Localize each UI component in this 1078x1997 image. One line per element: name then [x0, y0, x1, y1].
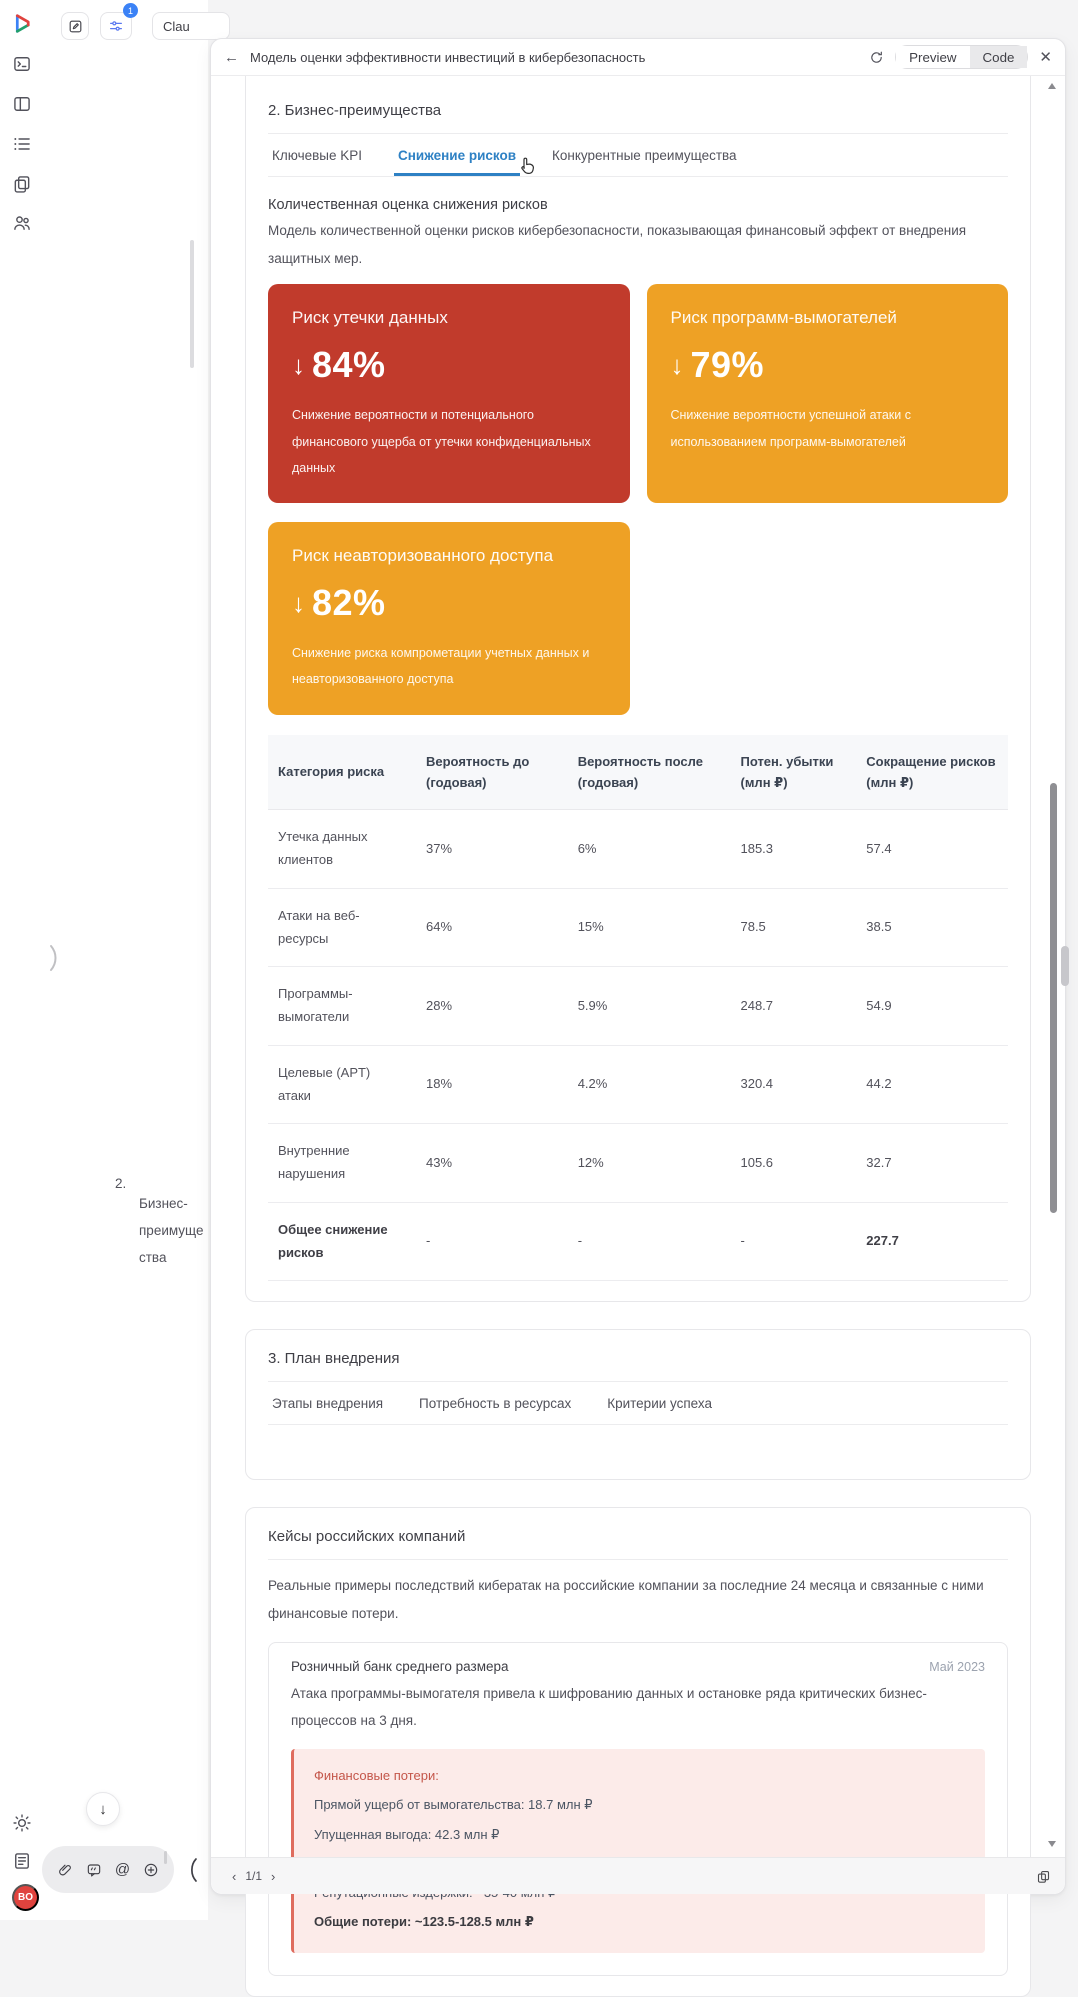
pencil-icon	[68, 19, 83, 34]
case-summary: Атака программы-вымогателя привела к шифрованию данных и остановке ряда критических бизнес-процессов на 3 дня.	[291, 1685, 927, 1729]
table-cell: 248.7	[730, 967, 856, 1046]
table-row	[268, 1045, 1008, 1124]
chat-panel	[0, 0, 208, 1920]
artifact-scroll-up-arrow[interactable]	[1048, 83, 1056, 89]
board-icon[interactable]	[11, 93, 33, 115]
losses-total: Общие потери: ~123.5-128.5 млн ₽	[314, 1914, 534, 1930]
risk-subheading: Количественная оценка снижения рисков	[268, 197, 548, 213]
close-button[interactable]: ✕	[1039, 49, 1052, 66]
risk-table-header: Категория риска Вероятность до (годовая) Вероятность после (годовая) Потен. убытки (млн ₽) Сокращение рисков (млн ₽)	[268, 735, 1008, 810]
down-arrow-icon: ↓	[670, 349, 684, 380]
tab-implementation-stages[interactable]: Этапы внедрения	[272, 1396, 384, 1412]
copy-button[interactable]	[1036, 1869, 1051, 1884]
list-icon[interactable]	[11, 133, 33, 155]
table-cell: 38.5	[856, 888, 1008, 967]
table-row	[268, 967, 1008, 1046]
cases-description: Реальные примеры последствий кибератак на российские компании за последние 24 месяца и связанные с ними финансовые потери.	[268, 1578, 984, 1622]
code-tab[interactable]: Code	[970, 46, 1028, 68]
sliders-icon	[108, 18, 124, 34]
copy-icon	[1036, 1869, 1051, 1884]
prev-page-button[interactable]: ‹	[225, 1869, 243, 1884]
down-arrow-icon: ↓	[292, 587, 305, 618]
table-cell: 78.5	[730, 888, 856, 967]
people-icon[interactable]	[11, 212, 33, 234]
tab-competitive-advantages[interactable]: Конкурентные преимущества	[552, 148, 737, 163]
pill-mini-scrollbar	[164, 1851, 167, 1864]
section-business-heading: 2. Бизнес-преимущества	[268, 102, 1008, 134]
table-cell: 227.7	[856, 1202, 1008, 1281]
artifact-footer	[211, 1857, 1065, 1894]
table-row	[268, 1202, 1008, 1281]
mention-icon[interactable]: @	[114, 1861, 131, 1878]
table-cell: 4.2%	[568, 1045, 731, 1124]
library-icon[interactable]	[11, 173, 33, 195]
section-plan	[245, 1329, 1031, 1480]
case-date: Май 2023	[929, 1659, 985, 1674]
financial-losses-box	[291, 1749, 985, 1953]
page-indicator: 1/1	[245, 1869, 263, 1883]
table-cell: -	[568, 1202, 731, 1281]
risk-card-ransomware: Риск программ-вымогателей ↓ 79% Снижение вероятности успешной атаки с использованием программ-вымогателей	[647, 284, 1009, 503]
artifact-title: Модель оценки эффективности инвестиций в кибербезопасность	[250, 49, 646, 65]
risk-card-unauthorized-access: Риск неавторизованного доступа ↓ 82% Снижение риска компрометации учетных данных и неавторизованного доступа	[268, 522, 630, 715]
table-cell: 12%	[568, 1124, 731, 1203]
panel-resize-handle[interactable]	[48, 944, 60, 977]
case-card	[268, 1642, 1008, 1976]
chat-scrollbar-thumb[interactable]	[190, 240, 194, 368]
new-chat-button[interactable]	[61, 12, 89, 40]
model-selector-button[interactable]	[152, 12, 230, 40]
risk-table	[268, 735, 1008, 1282]
chat-list-number: 2.	[115, 1176, 127, 1191]
table-cell: 28%	[416, 967, 568, 1046]
artifact-scrollbar-thumb[interactable]	[1050, 783, 1057, 1213]
risk-cards-grid	[268, 284, 1008, 714]
table-cell: Внутренние нарушения	[268, 1124, 416, 1203]
table-cell: Целевые (APT) атаки	[268, 1045, 416, 1124]
app-logo-icon	[10, 11, 35, 36]
preview-tab[interactable]: Preview	[896, 46, 969, 68]
theme-toggle-icon[interactable]	[11, 1812, 33, 1834]
table-row	[268, 888, 1008, 967]
artifact-header	[211, 39, 1065, 76]
table-cell: 32.7	[856, 1124, 1008, 1203]
business-tabs	[268, 134, 1008, 177]
table-cell: 105.6	[730, 1124, 856, 1203]
add-plugin-icon[interactable]	[143, 1862, 159, 1878]
case-company: Розничный банк среднего размера	[291, 1658, 509, 1674]
artifact-window	[210, 38, 1066, 1930]
table-cell: 320.4	[730, 1045, 856, 1124]
section-plan-heading: 3. План внедрения	[268, 1350, 1008, 1382]
model-selector-label: Clau	[163, 18, 190, 34]
table-cell: 5.9%	[568, 967, 731, 1046]
section-cases	[245, 1507, 1031, 1996]
table-cell: Общее снижение рисков	[268, 1202, 416, 1281]
tab-resource-needs[interactable]: Потребность в ресурсах	[419, 1396, 572, 1412]
quote-message-icon[interactable]	[86, 1862, 102, 1878]
table-cell: 54.9	[856, 967, 1008, 1046]
down-arrow-icon: ↓	[292, 349, 305, 380]
notification-badge: 1	[123, 3, 138, 18]
table-cell: Атаки на веб-ресурсы	[268, 888, 416, 967]
table-cell: Утечка данных клиентов	[268, 810, 416, 889]
down-arrow-icon: ↓	[99, 1800, 107, 1818]
table-row	[268, 1124, 1008, 1203]
tab-risk-reduction[interactable]: Снижение рисков	[394, 134, 520, 176]
section-cases-heading: Кейсы российских компаний	[268, 1528, 1008, 1560]
loss-line: Прямой ущерб от вымогательства: 18.7 млн ₽	[314, 1797, 593, 1813]
section-business	[245, 76, 1031, 1302]
table-cell: 6%	[568, 810, 731, 889]
chat-list-item: Бизнес-преимущества	[139, 1196, 204, 1265]
losses-title: Финансовые потери:	[314, 1768, 439, 1784]
plan-tabs	[268, 1382, 1008, 1425]
chat-history-icon[interactable]	[11, 53, 33, 75]
back-button[interactable]: ←	[224, 48, 239, 66]
user-avatar[interactable]: BO	[12, 1884, 39, 1911]
table-cell: 18%	[416, 1045, 568, 1124]
app-logo[interactable]	[9, 10, 36, 37]
page-scrollbar-thumb[interactable]	[1061, 946, 1069, 986]
tab-success-criteria[interactable]: Критерии успеха	[607, 1396, 713, 1412]
next-page-button[interactable]: ›	[264, 1869, 282, 1884]
table-row	[268, 810, 1008, 889]
table-cell: 44.2	[856, 1045, 1008, 1124]
refresh-button[interactable]	[869, 50, 884, 65]
loss-line: Упущенная выгода: 42.3 млн ₽	[314, 1826, 500, 1842]
table-cell: -	[730, 1202, 856, 1281]
table-cell: 64%	[416, 888, 568, 967]
table-cell: 43%	[416, 1124, 568, 1203]
scroll-to-bottom-button[interactable]	[86, 1792, 120, 1826]
table-cell: 185.3	[730, 810, 856, 889]
table-cell: 57.4	[856, 810, 1008, 889]
risk-card-data-leak: Риск утечки данных ↓ 84% Снижение вероятности и потенциального финансового ущерба от утечки конфиденциальных данных	[268, 284, 630, 503]
attach-icon[interactable]	[57, 1862, 73, 1878]
table-cell: Программы-вымогатели	[268, 967, 416, 1046]
microphone-icon[interactable]	[186, 1856, 200, 1889]
table-cell: 15%	[568, 888, 731, 967]
tab-key-kpi[interactable]: Ключевые KPI	[272, 148, 363, 163]
artifact-scroll-down-arrow[interactable]	[1048, 1841, 1056, 1847]
notes-icon[interactable]	[11, 1850, 33, 1872]
table-cell: -	[416, 1202, 568, 1281]
preview-code-toggle	[895, 45, 1028, 69]
input-toolbar	[42, 1846, 174, 1893]
risk-description: Модель количественной оценки рисков кибербезопасности, показывающая финансовый эффект от внедрения защитных мер.	[268, 223, 967, 266]
table-cell: 37%	[416, 810, 568, 889]
